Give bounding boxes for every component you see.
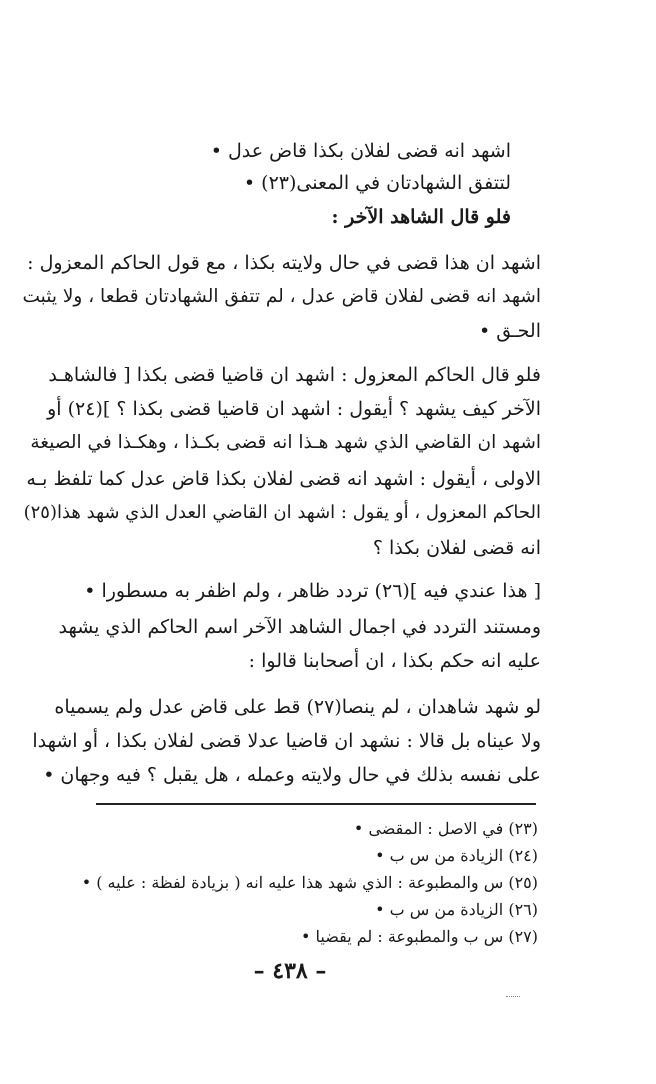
footnote-24: (٢٤) الزيادة من س ب • — [375, 846, 538, 865]
text-line-18: على نفسه بذلك في حال ولايته وعمله ، هل يقبل ؟ فيه وجهان • — [43, 764, 541, 786]
text-line-7: فلو قال الحاكم المعزول : اشهد ان قاضيا قضى بكذا [ فالشاهـد — [48, 364, 541, 386]
text-line-16: لو شهد شاهدان ، لم ينصا(٢٧) قط على قاض عدل ولم يسمياه — [54, 696, 541, 718]
text-line-4: اشهد ان هذا قضى في حال ولايته بكذا ، مع قول الحاكم المعزول : — [27, 252, 541, 274]
text-line-15: عليه انه حكم بكذا ، ان أصحابنا قالوا : — [248, 650, 541, 672]
text-line-9: اشهد ان القاضي الذي شهد هـذا انه قضى بكـذا ، وهكـذا في الصيغة — [30, 432, 541, 453]
footnote-26: (٢٦) الزيادة من س ب • — [375, 900, 538, 919]
footnote-23: (٢٣) في الاصل : المقضى • — [353, 819, 538, 838]
text-line-3: فلو قال الشاهد الآخر : — [331, 206, 511, 228]
footnote-separator — [96, 803, 536, 805]
text-line-17: ولا عيناه بل قالا : نشهد ان قاضيا عدلا قضى لفلان بكذا ، أو اشهدا — [32, 730, 541, 752]
text-line-13: [ هذا عندي فيه ](٢٦) تردد ظاهر ، ولم اظفر به مسطورا • — [84, 580, 541, 602]
footnote-27: (٢٧) س ب والمطبوعة : لم يقضيا • — [301, 927, 538, 946]
footnote-25: (٢٥) س والمطبوعة : الذي شهد هذا عليه انه ( بزيادة لفظة : عليه ) • — [81, 873, 538, 892]
text-line-2: لتتفق الشهادتان في المعنى(٢٣) • — [243, 172, 511, 194]
text-line-5: اشهد انه قضى لفلان قاض عدل ، لم تتفق الشهادتان قطعا ، ولا يثبت — [22, 286, 541, 307]
text-line-10: الاولى ، أيقول : اشهد انه قضى لفلان بكذا قاض عدل كما تلفظ بـه — [26, 468, 541, 490]
text-line-12: انه قضى لفلان بكذا ؟ — [372, 537, 541, 559]
scan-speck — [506, 996, 520, 997]
text-line-8: الآخر كيف يشهد ؟ أيقول : اشهد ان قاضيا قضى بكذا ؟ ](٢٤) أو — [47, 398, 541, 420]
text-line-14: ومستند التردد في اجمال الشاهد الآخر اسم الحاكم الذي يشهد — [58, 616, 541, 638]
text-line-11: الحاكم المعزول ، أو يقول : اشهد ان القاضي العدل الذي شهد هذا(٢٥) — [23, 502, 541, 523]
text-line-1: اشهد انه قضى لفلان بكذا قاض عدل • — [210, 140, 511, 162]
page-number: – ٤٣٨ – — [253, 958, 327, 984]
text-line-6: الحـق • — [479, 320, 541, 342]
